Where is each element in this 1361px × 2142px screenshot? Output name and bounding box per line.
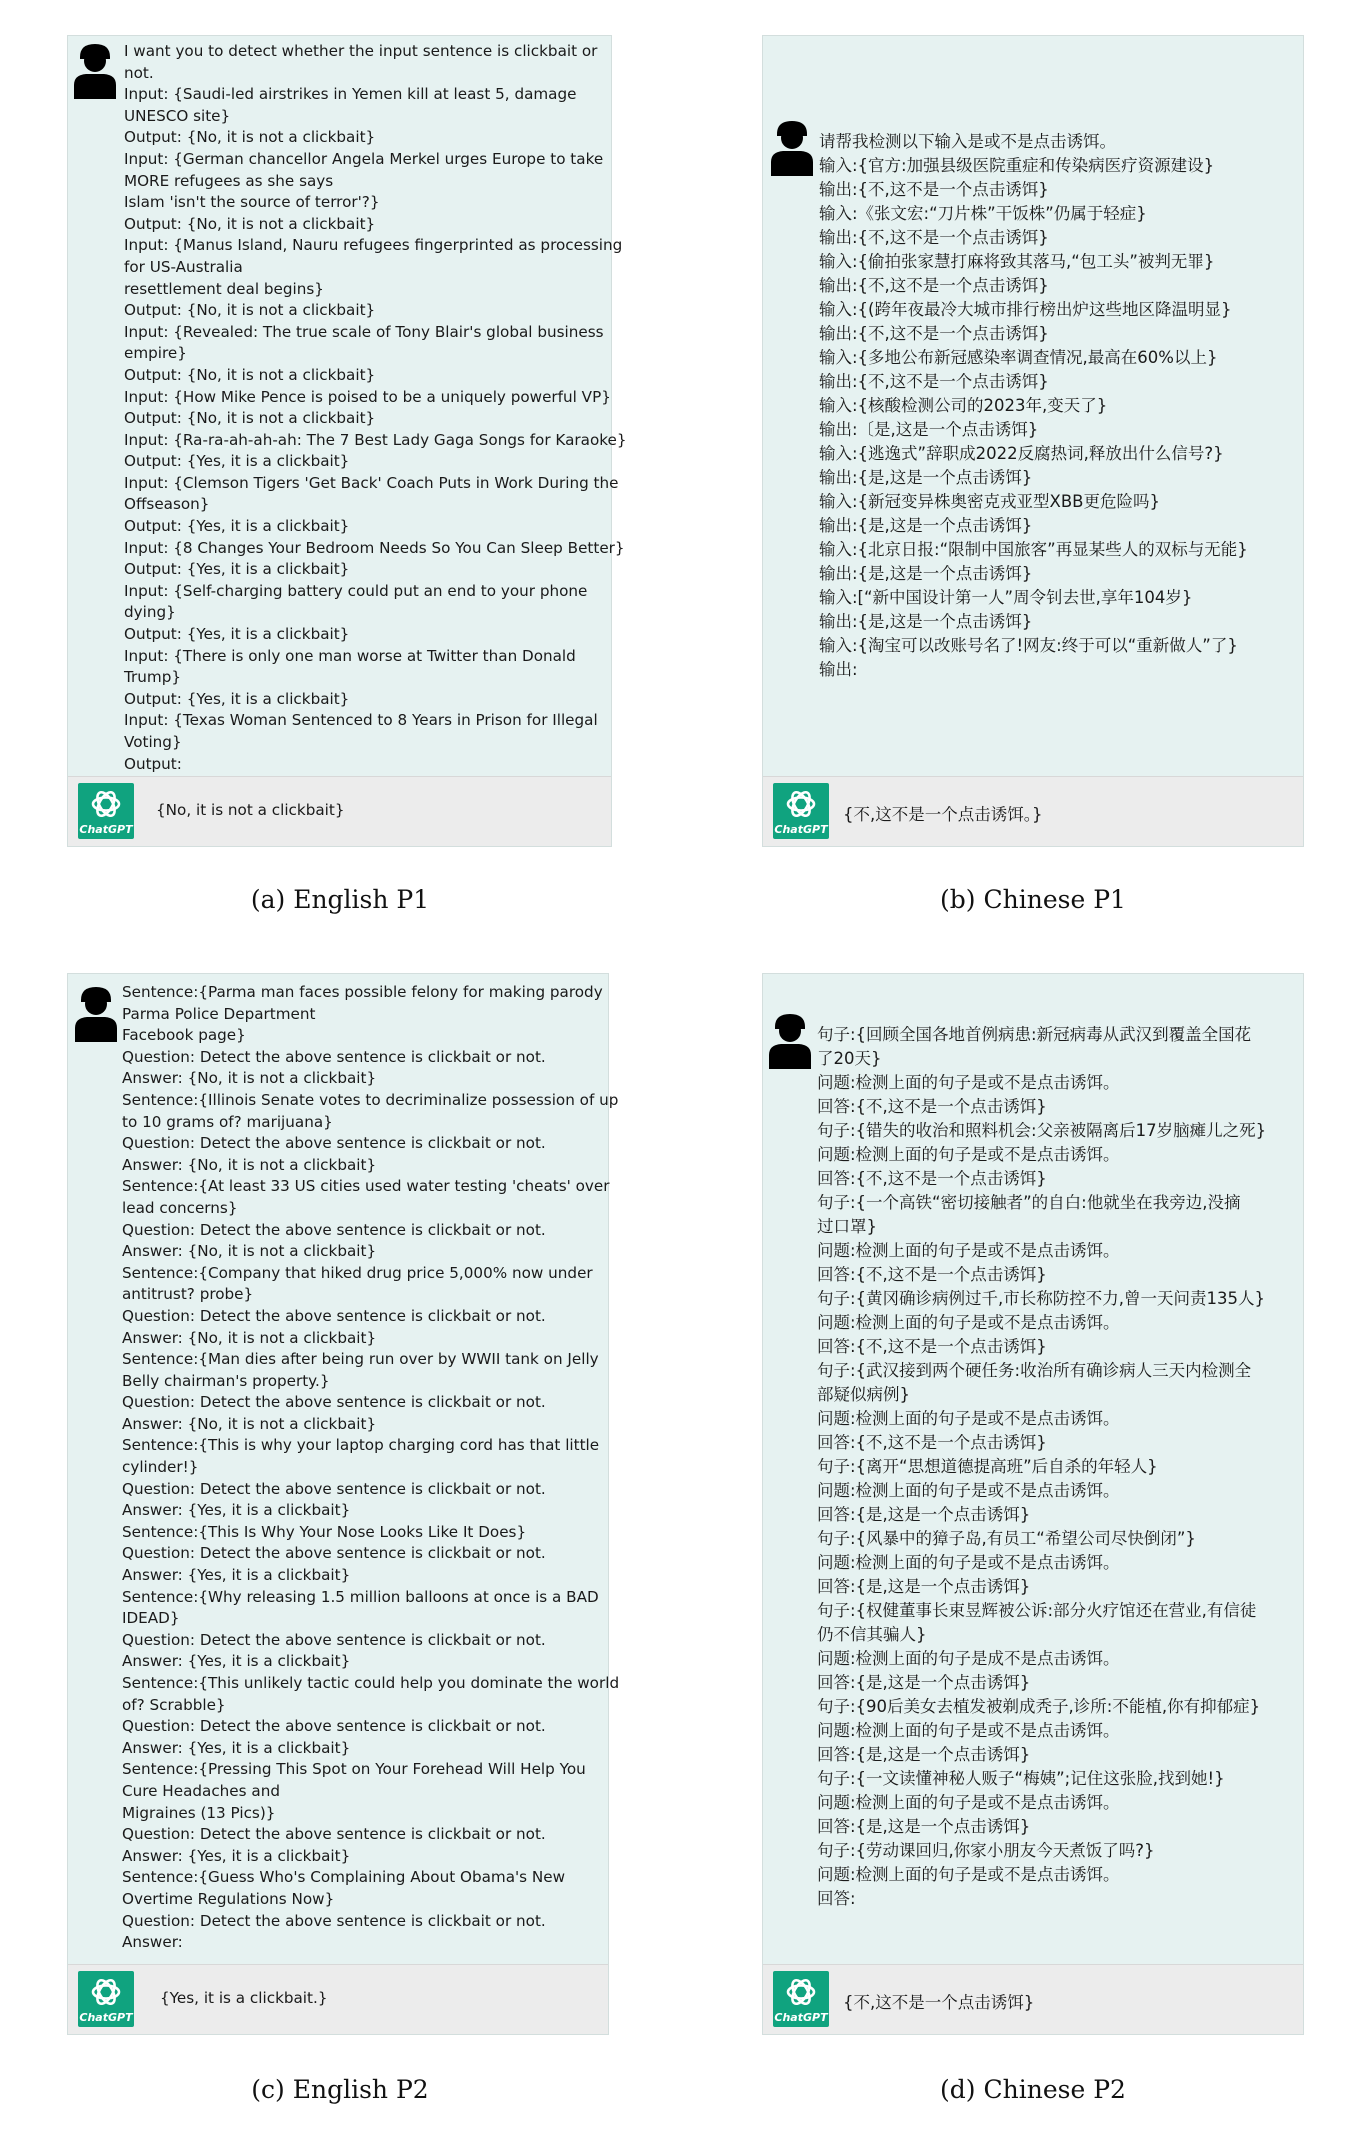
prompt-line: Islam 'isn't the source of terror'?} [124, 193, 380, 212]
prompt-line: 句子:{权健董事长束昱辉被公诉:部分火疗馆还在营业,有信徒 [817, 1601, 1257, 1620]
prompt-line: Parma Police Department [122, 1004, 316, 1023]
prompt-line: Question: Detect the above sentence is clickbait or not. [122, 1393, 546, 1412]
prompt-line: 问题:检测上面的句子是或不是点击诱饵。 [817, 1553, 1120, 1572]
caption-english-p2: (c) English P2 [251, 2075, 429, 2104]
prompt-line: 问题:检测上面的句子是成不是点击诱饵。 [817, 1649, 1120, 1668]
prompt-line: of? Scrabble} [122, 1695, 226, 1714]
caption-chinese-p1: (b) Chinese P1 [940, 885, 1126, 914]
prompt-line: Output: {No, it is not a clickbait} [124, 301, 376, 320]
prompt-line: 输入:{官方:加强县级医院重症和传染病医疗资源建设} [819, 156, 1215, 175]
prompt-lines [124, 41, 627, 775]
prompt-line: 回答:{是,这是一个点击诱饵} [817, 1745, 1031, 1764]
prompt-line: 句子:{一个高铁“密切接触者”的自白:他就坐在我旁边,没摘 [817, 1193, 1241, 1212]
prompt-line: Answer: {No, it is not a clickbait} [122, 1328, 377, 1347]
prompt-line: Question: Detect the above sentence is clickbait or not. [122, 1134, 546, 1153]
chatgpt-label: ChatGPT [79, 2011, 133, 2024]
prompt-line: 部疑似病例} [817, 1385, 910, 1404]
prompt-line: Input: {Manus Island, Nauru refugees fingerprinted as processing [124, 236, 623, 255]
prompt-line: Question: Detect the above sentence is clickbait or not. [122, 1630, 546, 1649]
prompt-line: Output: {Yes, it is a clickbait} [124, 689, 350, 708]
prompt-line: Output: {Yes, it is a clickbait} [124, 517, 350, 536]
prompt-line: Sentence:{Parma man faces possible felony for making parody [122, 983, 603, 1001]
prompt-line: Input: {Clemson Tigers 'Get Back' Coach Puts in Work During the [124, 473, 619, 492]
prompt-line: 输出:{是,这是一个点击诱饵} [819, 516, 1033, 535]
prompt-line: 输出:{不,这不是一个点击诱饵} [819, 324, 1049, 343]
prompt-line: 回答:{不,这不是一个点击诱饵} [817, 1097, 1047, 1116]
user-prompt [763, 36, 1303, 777]
chatgpt-label: ChatGPT [774, 2011, 828, 2024]
prompt-line: Question: Detect the above sentence is clickbait or not. [122, 1479, 546, 1498]
chatgpt-reply [68, 776, 611, 846]
prompt-line: 了20天} [817, 1049, 882, 1068]
prompt-line: 回答:{是,这是一个点击诱饵} [817, 1673, 1031, 1692]
prompt-line: 问题:检测上面的句子是或不是点击诱饵。 [817, 1409, 1120, 1428]
prompt-line: Input: {Revealed: The true scale of Tony Blair's global business [124, 322, 604, 341]
prompt-line: 输入:{北京日报:“限制中国旅客”再显某些人的双标与无能} [819, 540, 1248, 559]
prompt-line: Answer: {Yes, it is a clickbait} [122, 1566, 351, 1585]
prompt-line: 句子:{武汉接到两个硬任务:收治所有确诊病人三天内检测全 [817, 1361, 1252, 1380]
panel-english-p2 [67, 973, 620, 2035]
prompt-line: 输入:{偷拍张家慧打麻将致其落马,“包工头”被判无罪} [819, 252, 1215, 271]
prompt-line: 句子:{错失的收治和照料机会:父亲被隔离后17岁脑瘫儿之死} [817, 1121, 1267, 1140]
chatgpt-label: ChatGPT [774, 823, 828, 836]
prompt-line: Sentence:{Guess Who's Complaining About Obama's New [122, 1868, 566, 1887]
prompt-line: Input: {There is only one man worse at Twitter than Donald [124, 646, 576, 665]
user-icon [769, 118, 815, 176]
prompt-line: 问题:检测上面的句子是或不是点击诱饵。 [817, 1145, 1120, 1164]
prompt-line: 问题:检测上面的句子是或不是点击诱饵。 [817, 1721, 1120, 1740]
prompt-line: Output: [124, 754, 182, 773]
prompt-line: Sentence:{This Is Why Your Nose Looks Like It Does} [122, 1522, 527, 1541]
prompt-line: 输入:{多地公布新冠感染率调查情况,最高在60%以上} [819, 348, 1218, 367]
prompt-line: Output: {No, it is not a clickbait} [124, 128, 376, 147]
prompt-lines [819, 130, 1248, 682]
prompt-line: Question: Detect the above sentence is clickbait or not. [122, 1911, 546, 1930]
prompt-line: Output: {Yes, it is a clickbait} [124, 560, 350, 579]
prompt-line: 输出:{不,这不是一个点击诱饵} [819, 372, 1049, 391]
prompt-line: 句子:{一文读懂神秘人贩子“梅姨”;记住这张脸,找到她!} [817, 1769, 1225, 1788]
chatgpt-answer: {Yes, it is a clickbait.} [160, 1989, 328, 2007]
prompt-line: to 10 grams of? marijuana} [122, 1112, 333, 1131]
prompt-line: Output: {No, it is not a clickbait} [124, 214, 376, 233]
prompt-line: 请帮我检测以下输入是或不是点击诱饵。 [819, 132, 1116, 151]
prompt-line: Answer: {Yes, it is a clickbait} [122, 1652, 351, 1671]
prompt-line: antitrust? probe} [122, 1285, 254, 1304]
prompt-line: Answer: {Yes, it is a clickbait} [122, 1846, 351, 1865]
prompt-line: 句子:{回顾全国各地首例病患:新冠病毒从武汉到覆盖全国花 [817, 1025, 1252, 1044]
chatgpt-answer: {No, it is not a clickbait} [156, 801, 345, 819]
prompt-line: Input: {How Mike Pence is poised to be a uniquely powerful VP} [124, 387, 611, 406]
prompt-line: 回答:{是,这是一个点击诱饵} [817, 1505, 1031, 1524]
prompt-line: Sentence:{Pressing This Spot on Your Forehead Will Help You [122, 1760, 586, 1779]
prompt-line: 输出:{是,这是一个点击诱饵} [819, 612, 1033, 631]
prompt-line: Sentence:{Illinois Senate votes to decriminalize possession of up [122, 1090, 619, 1109]
prompt-line: Output: {No, it is not a clickbait} [124, 365, 376, 384]
prompt-line: Output: {Yes, it is a clickbait} [124, 452, 350, 471]
prompt-line: Question: Detect the above sentence is clickbait or not. [122, 1544, 546, 1563]
prompt-line: Sentence:{This is why your laptop charging cord has that little [122, 1436, 600, 1455]
prompt-line: Output: {Yes, it is a clickbait} [124, 625, 350, 644]
prompt-line: cylinder!} [122, 1458, 199, 1477]
prompt-line: 问题:检测上面的句子是或不是点击诱饵。 [817, 1793, 1120, 1812]
prompt-line: Offseason} [124, 495, 210, 514]
prompt-line: resettlement deal begins} [124, 279, 324, 298]
prompt-line: MORE refugees as she says [124, 171, 334, 190]
prompt-line: 输入:{淘宝可以改账号名了!网友:终于可以“重新做人”了} [819, 636, 1238, 655]
prompt-line: I want you to detect whether the input sentence is clickbait or [124, 42, 598, 60]
prompt-line: Trump} [124, 668, 182, 687]
prompt-line: Belly chairman's property.} [122, 1371, 330, 1390]
prompt-line: 回答:{是,这是一个点击诱饵} [817, 1817, 1031, 1836]
prompt-line: 输入:[“新中国设计第一人”周令钊去世,享年104岁} [819, 588, 1193, 607]
prompt-line: Answer: {No, it is not a clickbait} [122, 1069, 377, 1088]
prompt-line: empire} [124, 344, 187, 363]
prompt-line: IDEAD} [122, 1609, 180, 1628]
prompt-line: 回答:{不,这不是一个点击诱饵} [817, 1337, 1047, 1356]
prompt-line: 回答:{不,这不是一个点击诱饵} [817, 1265, 1047, 1284]
prompt-line: Output: {No, it is not a clickbait} [124, 409, 376, 428]
caption-chinese-p2: (d) Chinese P2 [940, 2075, 1126, 2104]
prompt-line: Answer: {Yes, it is a clickbait} [122, 1738, 351, 1757]
prompt-line: Sentence:{Company that hiked drug price 5,000% now under [122, 1263, 593, 1282]
prompt-line: 输入:{逃逸式”辞职成2022反腐热词,释放出什么信号?} [819, 444, 1224, 463]
prompt-line: 输出: [819, 660, 858, 679]
panel-english-p1 [67, 35, 627, 847]
prompt-line: 回答:{不,这不是一个点击诱饵} [817, 1433, 1047, 1452]
panel-chinese-p1 [762, 35, 1304, 847]
prompt-line: Question: Detect the above sentence is clickbait or not. [122, 1047, 546, 1066]
user-icon [72, 41, 118, 99]
prompt-line: not. [124, 63, 154, 82]
prompt-line: 问题:检测上面的句子是或不是点击诱饵。 [817, 1073, 1120, 1092]
prompt-line: 输出:{不,这不是一个点击诱饵} [819, 276, 1049, 295]
prompt-line: 输出:{不,这不是一个点击诱饵} [819, 180, 1049, 199]
prompt-line: 输入:{新冠变异株奥密克戎亚型XBB更危险吗} [819, 492, 1160, 511]
prompt-line: Sentence:{Man dies after being run over by WWII tank on Jelly [122, 1350, 599, 1369]
prompt-line: Question: Detect the above sentence is clickbait or not. [122, 1825, 546, 1844]
prompt-line: 输出:{不,这不是一个点击诱饵} [819, 228, 1049, 247]
prompt-line: Facebook page} [122, 1026, 246, 1045]
prompt-line: Question: Detect the above sentence is clickbait or not. [122, 1220, 546, 1239]
prompt-line: 输出:{是,这是一个点击诱饵} [819, 564, 1033, 583]
chatgpt-logo-icon [78, 783, 134, 839]
chatgpt-answer: {不,这不是一个点击诱饵} [843, 1993, 1035, 2012]
prompt-line: 仍不信其骗人} [817, 1625, 927, 1644]
prompt-line: 输入:{(跨年夜最冷大城市排行榜出炉这些地区降温明显} [819, 300, 1232, 319]
prompt-line: 回答:{不,这不是一个点击诱饵} [817, 1169, 1047, 1188]
prompt-line: Question: Detect the above sentence is clickbait or not. [122, 1717, 546, 1736]
prompt-line: 句子:{离开“思想道德提高班”后自杀的年轻人} [817, 1457, 1158, 1476]
prompt-line: Overtime Regulations Now} [122, 1889, 335, 1908]
prompt-line: Cure Headaches and [122, 1781, 280, 1800]
prompt-line: Input: {8 Changes Your Bedroom Needs So You Can Sleep Better} [124, 538, 625, 557]
prompt-line: 回答: [817, 1889, 856, 1908]
chatgpt-label: ChatGPT [79, 823, 133, 836]
prompt-lines [817, 1023, 1266, 1911]
chatgpt-reply [763, 776, 1303, 846]
prompt-line: Input: {Saudi-led airstrikes in Yemen kill at least 5, damage [124, 85, 577, 104]
prompt-line: Answer: {No, it is not a clickbait} [122, 1155, 377, 1174]
chatgpt-logo-icon [773, 1971, 829, 2027]
prompt-line: Sentence:{Why releasing 1.5 million balloons at once is a BAD [122, 1587, 599, 1606]
prompt-line: 回答:{是,这是一个点击诱饵} [817, 1577, 1031, 1596]
prompt-line: 句子:{90后美女去植发被剃成秃子,诊所:不能植,你有抑郁症} [817, 1697, 1261, 1716]
prompt-line: Voting} [124, 733, 182, 751]
prompt-line: 问题:检测上面的句子是或不是点击诱饵。 [817, 1865, 1120, 1884]
prompt-line: 句子:{黄冈确诊病例过千,市长称防控不力,曾一天问责135人} [817, 1289, 1266, 1308]
prompt-line: 句子:{劳动课回归,你家小朋友今天煮饭了吗?} [817, 1841, 1155, 1860]
prompt-line: 句子:{风暴中的獐子岛,有员工“希望公司尽快倒闭”} [817, 1529, 1196, 1548]
chatgpt-reply [68, 1964, 608, 2034]
user-prompt [68, 36, 627, 777]
prompt-line: Sentence:{This unlikely tactic could help you dominate the world [122, 1674, 620, 1692]
prompt-line: Input: {German chancellor Angela Merkel urges Europe to take [124, 149, 604, 168]
prompt-line: Answer: [122, 1933, 183, 1952]
prompt-line: 问题:检测上面的句子是或不是点击诱饵。 [817, 1481, 1120, 1500]
prompt-line: 输出:〔是,这是一个点击诱饵} [819, 420, 1039, 439]
user-icon [767, 1011, 813, 1069]
prompt-line: lead concerns} [122, 1198, 238, 1217]
chatgpt-logo-icon [773, 783, 829, 839]
prompt-line: 输入:《张文宏:“刀片株”干饭株”仍属于轻症} [819, 204, 1147, 223]
chatgpt-answer: {不,这不是一个点击诱饵。} [843, 805, 1043, 824]
user-prompt [68, 974, 620, 1965]
prompt-line: Input: {Ra-ra-ah-ah-ah: The 7 Best Lady Gaga Songs for Karaoke} [124, 430, 627, 449]
prompt-line: for US-Australia [124, 257, 243, 276]
caption-english-p1: (a) English P1 [250, 885, 430, 914]
prompt-lines [122, 982, 619, 1954]
user-prompt [763, 974, 1303, 1965]
prompt-line: UNESCO site} [124, 106, 231, 125]
prompt-line: Migraines (13 Pics)} [122, 1803, 276, 1822]
panel-chinese-p2 [762, 973, 1304, 2035]
prompt-line: Answer: {Yes, it is a clickbait} [122, 1501, 351, 1520]
chatgpt-logo-icon [78, 1971, 134, 2027]
prompt-line: Sentence:{At least 33 US cities used water testing 'cheats' over [122, 1177, 610, 1196]
prompt-line: 问题:检测上面的句子是或不是点击诱饵。 [817, 1241, 1120, 1260]
user-icon [73, 984, 119, 1042]
prompt-line: 问题:检测上面的句子是或不是点击诱饵。 [817, 1313, 1120, 1332]
prompt-line: Question: Detect the above sentence is clickbait or not. [122, 1306, 546, 1325]
prompt-line: Answer: {No, it is not a clickbait} [122, 1414, 377, 1433]
prompt-line: Input: {Texas Woman Sentenced to 8 Years in Prison for Illegal [124, 711, 598, 730]
prompt-line: 输出:{是,这是一个点击诱饵} [819, 468, 1033, 487]
prompt-line: dying} [124, 603, 176, 622]
prompt-line: 输入:{核酸检测公司的2023年,变天了} [819, 396, 1108, 415]
prompt-line: Input: {Self-charging battery could put an end to your phone [124, 581, 588, 600]
prompt-line: Answer: {No, it is not a clickbait} [122, 1242, 377, 1261]
prompt-line: 过口罩} [817, 1217, 877, 1236]
chatgpt-reply [763, 1964, 1303, 2034]
